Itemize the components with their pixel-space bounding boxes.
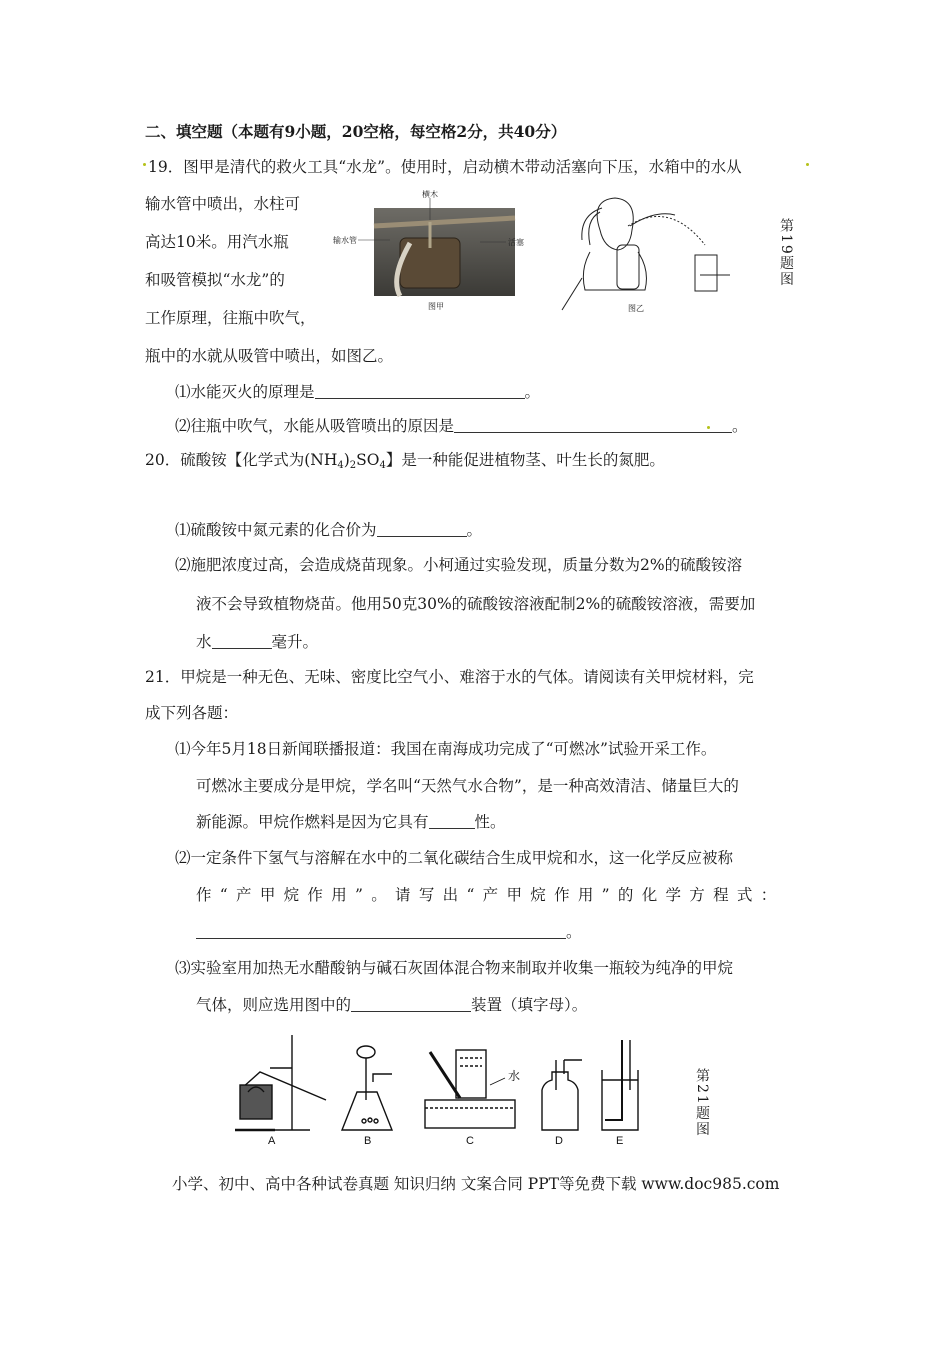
q21-sub3-line2 [196,993,587,1015]
caption-jia: 图甲 [428,302,444,311]
girl-head-shape [597,198,633,250]
q21-sub2-end: 。 [566,923,582,941]
q20-sub1 [175,518,482,540]
decorative-dot [143,163,146,166]
q21-sub1-line1: ⑴今年5月18日新闻联播报道：我国在南海成功完成了“可燃冰”试验开采工作。 [175,740,717,758]
q21-sub2-line2: 作“产甲烷作用”。请写出“产甲烷作用”的化学方程式： [196,886,785,904]
label-e: E [616,1135,624,1147]
q20-sub1-end: 。 [466,521,483,539]
section-title: 二、填空题（本题有9小题，20空格，每空格2分，共40分） [145,122,567,141]
label-pipe: 输水管 [333,236,357,245]
subscript: 2 [349,460,357,471]
q19-stem-last: 瓶中的水就从吸管中喷出，如图乙。 [145,347,394,365]
label-a: A [268,1135,276,1147]
apparatus-e [602,1040,638,1130]
q21-sub3-line2b: 装置（填字母）。 [471,996,588,1014]
glass-shape [695,255,717,291]
apparatus-c [425,1050,515,1128]
figure-21-apparatus [230,1030,670,1148]
q19-sub2-text: ⑵往瓶中吹气，水能从吸管喷出的原因是 [175,417,455,435]
answer-blank[interactable] [196,923,566,940]
q21-sub1-line3 [196,810,506,832]
label-b: B [364,1135,372,1147]
q21-sub3-line2a: 气体，则应选用图中的 [196,996,352,1014]
answer-blank[interactable] [212,633,272,650]
q19-left-line: 工作原理，往瓶中吹气， [145,309,316,327]
q20-sub2-line3a: 水 [196,633,212,651]
q19-sub1-text: ⑴水能灭火的原理是 [175,383,315,401]
answer-blank[interactable] [454,417,732,434]
apparatus-d [542,1060,582,1130]
footer-text: 小学、初中、高中各种试卷真题 知识归纳 文案合同 PPT等免费下载 www.doc985.com [172,1175,780,1193]
q20-sub2-line3b: 毫升。 [271,633,319,651]
decorative-dot [806,163,809,166]
q19-sub2-end: 。 [732,417,748,435]
label-c: C [466,1135,474,1147]
q20-stem-d: 】是一种能促进植物茎、叶生长的氮肥。 [385,451,665,469]
caption-yi: 图乙 [628,304,644,313]
q19-sub1 [175,380,540,402]
q20-stem-a: 20．硫酸铵【化学式为(NH [145,451,338,469]
q21-sub2-line3 [196,920,582,942]
answer-blank[interactable] [377,521,467,538]
q21-sub1-line3b: 性。 [474,813,506,831]
answer-blank[interactable] [429,813,475,830]
answer-blank[interactable] [315,383,525,400]
label-water: 水 [508,1069,521,1083]
q19-left-line: 高达10米。用汽水瓶 [145,233,289,251]
q20-stem-b: ) [343,451,350,469]
subscript: 4 [337,460,344,471]
q21-caption: 第21题图 [694,1068,710,1138]
label-beam: 横木 [422,190,438,199]
q20-sub1-text: ⑴硫酸铵中氮元素的化合价为 [175,521,377,539]
straw-shape [630,214,675,226]
q19-sub2 [175,414,748,436]
q19-sub1-end: 。 [524,383,541,401]
q19-caption: 第19题图 [778,218,794,288]
decorative-dot [707,426,710,429]
q19-left-line: 和吸管模拟“水龙”的 [145,271,285,289]
q21-sub3-line1: ⑶实验室用加热无水醋酸钠与碱石灰固体混合物来制取并收集一瓶较为纯净的甲烷 [175,959,734,977]
label-d: D [555,1135,563,1147]
bottle-shape [617,245,639,289]
q20-sub2-line3 [196,630,318,652]
q21-stem-line1: 21．甲烷是一种无色、无味、密度比空气小、难溶于水的气体。请阅读有关甲烷材料，完 [145,668,754,686]
apparatus-a [235,1035,326,1130]
answer-blank[interactable] [351,996,471,1013]
q19-left-line: 输水管中喷出，水柱可 [145,195,301,213]
q20-sub2-line2: 液不会导致植物烧苗。他用50克30%的硫酸铵溶液配制2%的硫酸铵溶液，需要加 [196,595,756,613]
q20-stem-c: SO [356,451,380,469]
figure-jia [330,188,540,316]
q21-sub2-line1: ⑵一定条件下氢气与溶解在水中的二氧化碳结合生成甲烷和水，这一化学反应被称 [175,849,734,867]
figure-yi [560,190,735,316]
girl-body-shape [583,252,646,290]
subscript: 4 [379,460,386,471]
q21-sub1-line3a: 新能源。甲烷作燃料是因为它具有 [196,813,429,831]
label-piston: 活塞 [508,238,524,247]
q21-sub1-line2: 可燃冰主要成分是甲烷，学名叫“天然气水合物”，是一种高效清洁、储量巨大的 [196,777,739,795]
q21-stem-line2: 成下列各题： [145,704,239,722]
q19-stem-line1: 19．图甲是清代的救火工具“水龙”。使用时，启动横木带动活塞向下压，水箱中的水从 [148,158,742,176]
apparatus-b [342,1046,392,1130]
q20-sub2-line1: ⑵施肥浓度过高，会造成烧苗现象。小柯通过实验发现，质量分数为2%的硫酸铵溶 [175,556,743,574]
q20-stem [145,448,665,471]
